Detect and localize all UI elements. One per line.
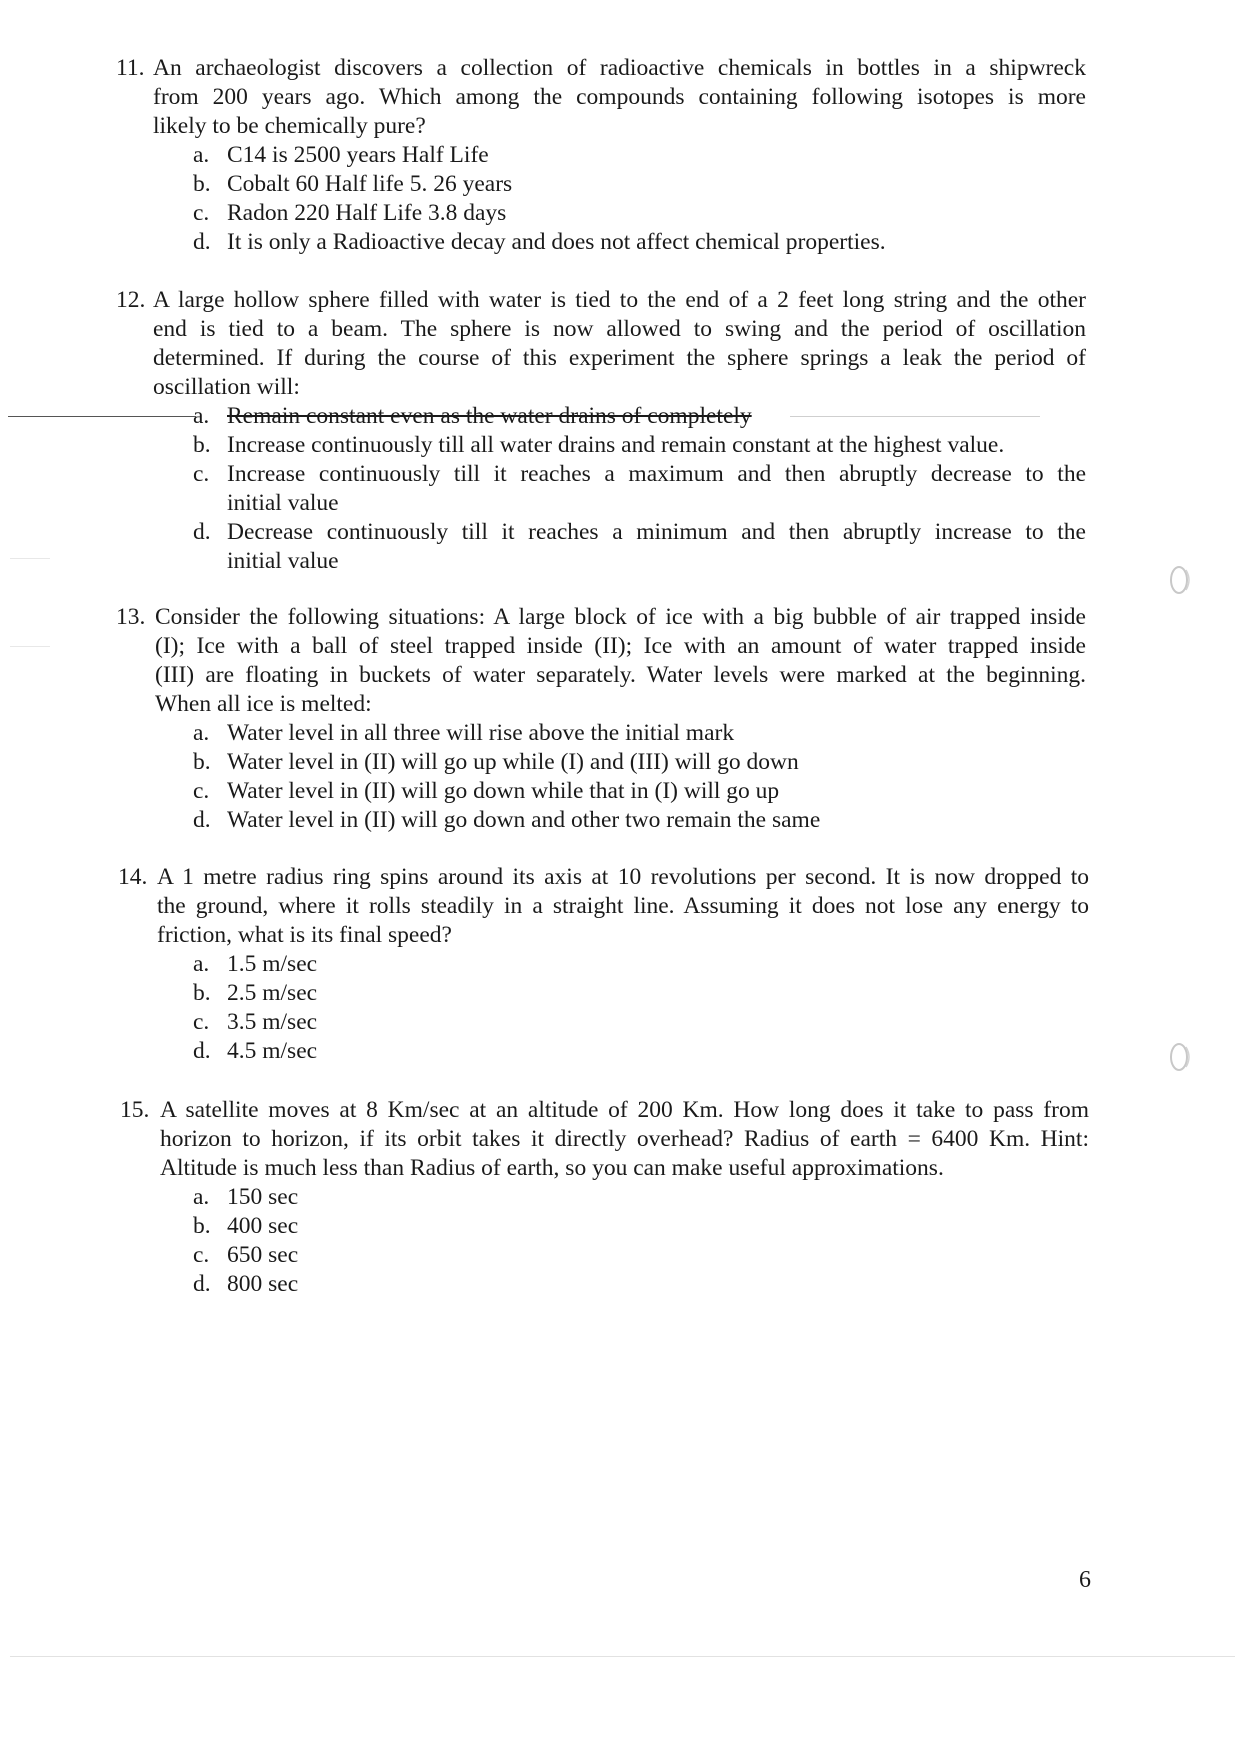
option-letter: b. [193,432,211,458]
option-letter: b. [193,749,211,775]
option-text: Water level in all three will rise above the initial mark [227,720,735,746]
option-text: It is only a Radioactive decay and does not affect chemical properties. [227,229,886,255]
option-d [193,227,886,257]
question-text-line: (III) are floating in buckets of water separately. Water levels were marked at the beginning. [155,662,1086,688]
option-text: 1.5 m/sec [227,951,318,977]
option-letter: c. [193,200,210,226]
option-letter: a. [193,951,210,977]
option-text: Increase continuously till all water drains and remain constant at the highest value. [227,432,1005,458]
option-text: 800 sec [227,1271,299,1297]
option-b [193,169,512,199]
question-text-line: end is tied to a beam. The sphere is now allowed to swing and the period of oscillation [153,316,1086,342]
option-d [193,805,820,835]
option-text: 4.5 m/sec [227,1038,318,1064]
option-c [193,1240,298,1270]
option-letter: c. [193,1009,210,1035]
option-text: 650 sec [227,1242,299,1268]
question-text-line: the ground, where it rolls steadily in a straight line. Assuming it does not lose any energy to [157,893,1089,919]
option-a [193,140,489,170]
option-letter: c. [193,461,210,487]
option-text: Radon 220 Half Life 3.8 days [227,200,507,226]
option-a-struck [193,401,752,431]
punch-hole-mark-icon [1168,1040,1194,1074]
option-a [193,949,317,979]
option-text: Increase continuously till it reaches a maximum and then abruptly decrease to the [227,461,1086,487]
option-letter: d. [193,1038,211,1064]
scan-edge-line [10,558,50,559]
question-text-line: A 1 metre radius ring spins around its axis at 10 revolutions per second. It is now dropped to [157,864,1089,890]
option-d [193,517,1086,547]
option-text: 2.5 m/sec [227,980,318,1006]
option-c [193,1007,317,1037]
faint-scan-line [790,416,1040,417]
option-d [193,1269,298,1299]
option-d [193,1036,317,1066]
punch-hole-mark-icon [1168,563,1194,597]
option-text: Water level in (II) will go up while (I) and (III) will go down [227,749,799,775]
option-letter: d. [193,519,211,545]
option-letter: c. [193,1242,210,1268]
option-text: 3.5 m/sec [227,1009,318,1035]
page-number: 6 [1079,1567,1091,1593]
question-text-line: oscillation will: [153,374,300,400]
question-text-line: friction, what is its final speed? [157,922,452,948]
option-text: 400 sec [227,1213,299,1239]
option-letter: b. [193,980,211,1006]
question-text-line: A satellite moves at 8 Km/sec at an altitude of 200 Km. How long does it take to pass from [160,1097,1089,1123]
option-letter: c. [193,778,210,804]
scan-edge-line [10,1656,1235,1657]
option-text: Water level in (II) will go down and other two remain the same [227,807,821,833]
option-a [193,1182,298,1212]
option-text: 150 sec [227,1184,299,1210]
option-letter: a. [193,403,210,429]
question-text-line: likely to be chemically pure? [153,113,426,139]
option-letter: a. [193,142,210,168]
question-text-line: Altitude is much less than Radius of earth, so you can make useful approximations. [160,1155,944,1181]
question-text-line: determined. If during the course of this experiment the sphere springs a leak the period of [153,345,1086,371]
option-c [193,459,1086,489]
question-text-line: horizon to horizon, if its orbit takes it directly overhead? Radius of earth = 6400 Km. Hint: [160,1126,1089,1152]
option-letter: b. [193,1213,211,1239]
option-b [193,747,799,777]
question-number: 12. [116,287,146,313]
question-number: 13. [116,604,146,630]
question-text-line: An archaeologist discovers a collection of radioactive chemicals in bottles in a shipwreck [153,55,1086,81]
scan-edge-line [10,646,50,647]
option-text: Remain constant even as the water drains of completely [227,403,752,429]
option-text: C14 is 2500 years Half Life [227,142,489,168]
option-letter: b. [193,171,211,197]
question-text-line: A large hollow sphere filled with water is tied to the end of a 2 feet long string and the other [153,287,1086,313]
question-text-line: Consider the following situations: A large block of ice with a big bubble of air trapped inside [155,604,1086,630]
question-text-line: When all ice is melted: [155,691,372,717]
option-c [193,776,779,806]
question-number: 14. [118,864,148,890]
question-text-line: from 200 years ago. Which among the compounds containing following isotopes is more [153,84,1086,110]
option-letter: d. [193,1271,211,1297]
question-text-line: (I); Ice with a ball of steel trapped inside (II); Ice with an amount of water trapped inside [155,633,1086,659]
option-continuation: initial value [227,490,339,516]
option-letter: a. [193,720,210,746]
option-text: Decrease continuously till it reaches a minimum and then abruptly increase to the [227,519,1086,545]
option-a [193,718,734,748]
option-letter: d. [193,229,211,255]
option-letter: a. [193,1184,210,1210]
option-c [193,198,506,228]
option-continuation: initial value [227,548,339,574]
option-b [193,430,1004,460]
option-b [193,978,317,1008]
option-b [193,1211,298,1241]
option-text: Cobalt 60 Half life 5. 26 years [227,171,513,197]
question-number: 15. [120,1097,150,1123]
option-letter: d. [193,807,211,833]
question-number: 11. [116,55,145,81]
option-text: Water level in (II) will go down while that in (I) will go up [227,778,780,804]
handwritten-strike-line [8,416,196,417]
